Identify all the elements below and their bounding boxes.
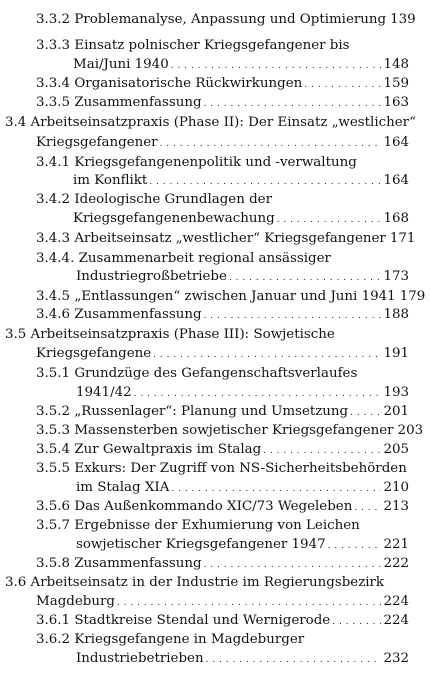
- toc-leader: [171, 478, 381, 499]
- toc-entry-title: 3.5 Arbeitseinsatzpraxis (Phase III): Sowjetische: [5, 327, 335, 342]
- toc-leader: [117, 592, 382, 613]
- toc-leader: [153, 344, 381, 365]
- toc-page-number: 179: [399, 289, 426, 304]
- toc-entry: [36, 421, 424, 441]
- toc-entry-title: 3.4.1 Kriegsgefangenenpolitik und -verwaltung: [36, 155, 357, 170]
- toc-entry-title: 3.5.1 Grundzüge des Gefangenschaftsverlaufes: [36, 366, 358, 381]
- toc-entry: [36, 229, 416, 249]
- toc-entry: [36, 287, 426, 307]
- toc-entry: [36, 402, 409, 422]
- toc-page-number: 222: [383, 556, 409, 571]
- toc-page-number: 203: [397, 423, 424, 438]
- toc-entry: [76, 267, 409, 287]
- toc-page-number: 164: [383, 135, 409, 150]
- toc-page-number: 164: [383, 173, 409, 188]
- toc-page-number: 148: [383, 57, 409, 72]
- toc-page-number: 224: [383, 594, 409, 609]
- toc-entry: [36, 305, 409, 325]
- toc-entry: [36, 133, 409, 153]
- toc-entry-title: 3.5.8 Zusammenfassung: [36, 556, 202, 571]
- toc-entry: [36, 611, 409, 631]
- toc-leader: [204, 554, 382, 575]
- toc-entry-title: im Konflikt: [73, 173, 148, 188]
- toc-leader: [332, 611, 381, 632]
- toc-leader: [263, 440, 381, 461]
- toc-entry-title: 3.5.7 Ergebnisse der Exhumierung von Leichen: [36, 518, 360, 533]
- toc-entry-title: 3.3.2 Problemanalyse, Anpassung und Optimierung: [36, 12, 387, 27]
- toc-leader: [160, 133, 382, 154]
- toc-page-number: 188: [383, 307, 409, 322]
- toc-entry: [36, 440, 409, 460]
- toc-page-number: 159: [383, 76, 409, 91]
- toc-entry-title: 3.5.2 „Russenlager“: Planung und Umsetzung: [36, 404, 349, 419]
- toc-entry-title: 3.5.3 Massensterben sowjetischer Kriegsgefangener: [36, 423, 394, 438]
- toc-leader: [204, 93, 382, 114]
- toc-entry-title: 3.6 Arbeitseinsatz in der Industrie im Regierungsbezirk: [5, 575, 385, 590]
- toc-entry: [36, 459, 409, 479]
- toc-entry-title: Kriegsgefangene: [36, 346, 152, 361]
- toc-page-number: 224: [383, 613, 409, 628]
- toc-entry: [36, 93, 409, 113]
- toc-page-number: 205: [383, 442, 409, 457]
- toc-leader: [350, 402, 381, 423]
- toc-leader: [149, 171, 381, 192]
- toc-leader: [277, 209, 382, 230]
- toc-entry-title: Mai/Juni 1940: [73, 57, 169, 72]
- toc-leader: [229, 267, 382, 288]
- toc-entry-title: 3.3.3 Einsatz polnischer Kriegsgefangener bis: [36, 38, 350, 53]
- toc-leader: [328, 535, 382, 556]
- toc-entry-title: 3.4.3 Arbeitseinsatz „westlicher“ Kriegsgefangener: [36, 231, 386, 246]
- toc-leader: [134, 383, 382, 404]
- toc-entry-title: 3.5.5 Exkurs: Der Zugriff von NS-Sicherheitsbehörden: [36, 461, 407, 476]
- toc-entry: [76, 649, 409, 669]
- toc-page-number: 173: [383, 269, 409, 284]
- toc-entry-title: Magdeburg: [36, 594, 115, 609]
- toc-leader: [304, 74, 381, 95]
- toc-entry-title: 3.5.6 Das Außenkommando XIC/73 Wegeleben: [36, 499, 353, 514]
- toc-entry-title: 3.6.1 Stadtkreise Stendal und Wernigerode: [36, 613, 331, 628]
- toc-entry-title: 3.3.4 Organisatorische Rückwirkungen: [36, 76, 303, 91]
- toc-page-number: 210: [383, 480, 409, 495]
- toc-entry: [5, 325, 409, 345]
- toc-entry-title: 3.4 Arbeitseinsatzpraxis (Phase II): Der Einsatz „westlicher“: [5, 115, 416, 130]
- toc-page-number: 201: [383, 404, 409, 419]
- toc-page-number: 213: [383, 499, 409, 514]
- toc-entry: [76, 383, 409, 403]
- toc-leader: [354, 497, 381, 518]
- toc-entry-title: sowjetischer Kriegsgefangener 1947: [76, 537, 326, 552]
- toc-entry-title: 1941/42: [76, 385, 132, 400]
- toc-entry: [73, 171, 409, 191]
- toc-leader: [204, 305, 382, 326]
- toc-entry: [36, 153, 409, 173]
- toc-page-number: 221: [383, 537, 409, 552]
- toc-entry: [36, 554, 409, 574]
- toc-page-number: 193: [383, 385, 409, 400]
- toc-entry: [36, 364, 409, 384]
- toc-entry: [73, 55, 409, 75]
- toc-entry: [76, 535, 409, 555]
- toc-entry-title: 3.4.6 Zusammenfassung: [36, 307, 202, 322]
- toc-entry: [36, 36, 409, 56]
- toc-entry: [73, 209, 409, 229]
- toc-page-number: 139: [390, 12, 416, 27]
- toc-entry: [36, 190, 409, 210]
- toc-entry-title: Kriegsgefangenenbewachung: [73, 211, 275, 226]
- toc-entry-title: Kriegsgefangener: [36, 135, 158, 150]
- toc-leader: [206, 649, 382, 670]
- toc-entry-title: Industriebetrieben: [76, 651, 204, 666]
- toc-entry-title: 3.3.5 Zusammenfassung: [36, 95, 202, 110]
- toc-entry-title: 3.4.2 Ideologische Grundlagen der: [36, 192, 273, 207]
- toc-entry-title: 3.6.2 Kriegsgefangene in Magdeburger: [36, 632, 305, 647]
- toc-entry-title: 3.5.4 Zur Gewaltpraxis im Stalag: [36, 442, 262, 457]
- toc-page-number: 163: [383, 95, 409, 110]
- toc-entry: [36, 249, 409, 269]
- toc-entry-title: Industriegroßbetriebe: [76, 269, 227, 284]
- toc-entry: [36, 344, 409, 364]
- toc-entry: [5, 113, 416, 133]
- toc-entry-title: 3.4.5 „Entlassungen“ zwischen Januar und Juni 1941: [36, 289, 396, 304]
- toc-page-number: 191: [383, 346, 409, 361]
- toc-entry: [36, 592, 409, 612]
- toc-page-number: 171: [389, 231, 416, 246]
- toc-entry: [36, 516, 409, 536]
- toc-page-number: 168: [383, 211, 409, 226]
- toc-entry: [36, 74, 409, 94]
- toc-entry: [36, 10, 416, 30]
- toc-entry-title: im Stalag XIA: [76, 480, 170, 495]
- toc-page-number: 232: [383, 651, 409, 666]
- toc-entry-title: 3.4.4. Zusammenarbeit regional ansässiger: [36, 251, 331, 266]
- toc-entry: [5, 573, 409, 593]
- toc-leader: [171, 55, 382, 76]
- toc-entry: [76, 478, 409, 498]
- toc-entry: [36, 630, 409, 650]
- toc-entry: [36, 497, 409, 517]
